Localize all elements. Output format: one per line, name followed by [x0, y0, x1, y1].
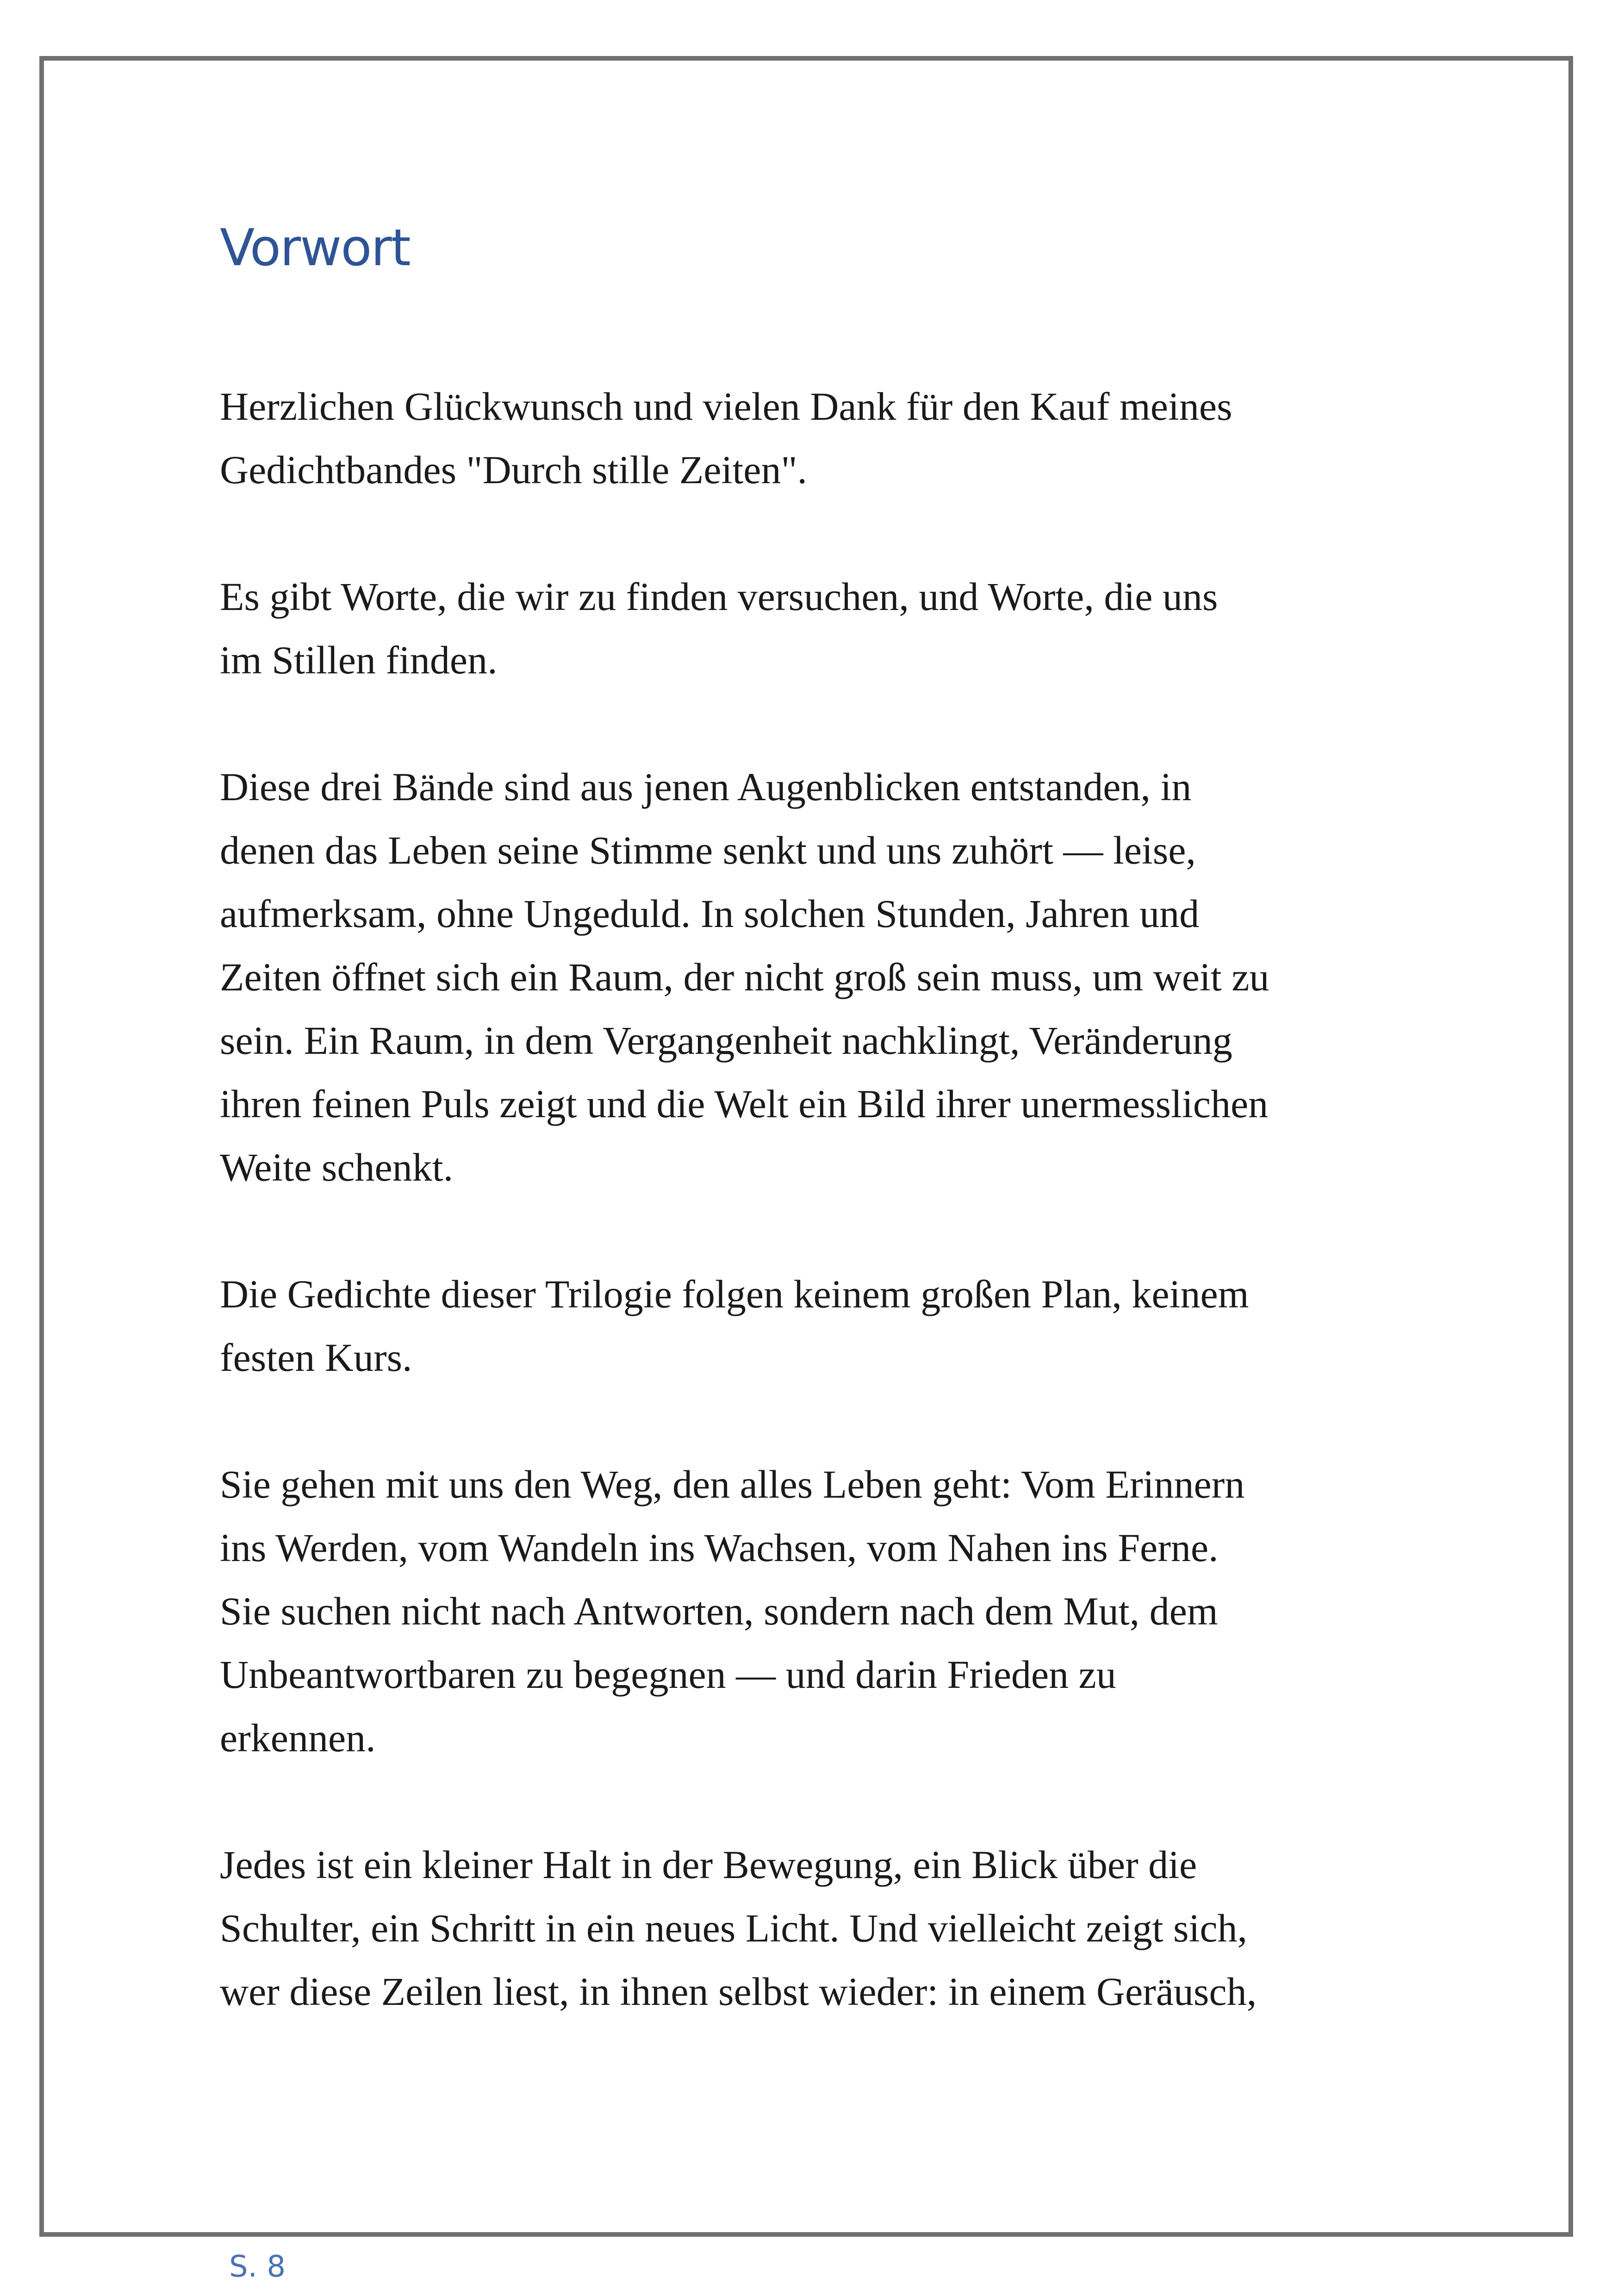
text-line: Sie gehen mit uns den Weg, den alles Leben geht: Vom Erinnern: [220, 1462, 1245, 1506]
text-line: aufmerksam, ohne Ungeduld. In solchen Stunden, Jahren und: [220, 891, 1200, 936]
text-line: wer diese Zeilen liest, in ihnen selbst wieder: in einem Geräusch,: [220, 1969, 1257, 2014]
text-line: sein. Ein Raum, in dem Vergangenheit nachklingt, Veränderung: [220, 1018, 1232, 1063]
paragraph-6: [220, 1833, 1358, 2023]
text-line: Zeiten öffnet sich ein Raum, der nicht groß sein muss, um weit zu: [220, 955, 1270, 999]
text-line: ihren feinen Puls zeigt und die Welt ein Bild ihrer unermesslichen: [220, 1082, 1269, 1126]
paragraph-4: [220, 1263, 1358, 1389]
text-line: Schulter, ein Schritt in ein neues Licht. Und vielleicht zeigt sich,: [220, 1906, 1248, 1950]
text-line: denen das Leben seine Stimme senkt und uns zuhört — leise,: [220, 828, 1196, 872]
text-line: Diese drei Bände sind aus jenen Augenblicken entstanden, in: [220, 765, 1192, 809]
text-line: Gedichtbandes "Durch stille Zeiten".: [220, 448, 808, 492]
text-line: Die Gedichte dieser Trilogie folgen keinem großen Plan, keinem: [220, 1272, 1249, 1316]
text-line: Weite schenkt.: [220, 1145, 454, 1189]
text-line: Unbeantwortbaren zu begegnen — und darin Frieden zu: [220, 1652, 1116, 1697]
text-line: im Stillen finden.: [220, 638, 498, 682]
text-line: Jedes ist ein kleiner Halt in der Bewegung, ein Blick über die: [220, 1842, 1197, 1887]
paragraph-3: [220, 755, 1358, 1199]
text-line: festen Kurs.: [220, 1335, 412, 1380]
page-number: S. 8: [229, 2250, 286, 2284]
text-line: Sie suchen nicht nach Antworten, sondern nach dem Mut, dem: [220, 1589, 1218, 1633]
paragraph-2: [220, 565, 1358, 692]
page-title: Vorwort: [220, 218, 410, 277]
text-line: ins Werden, vom Wandeln ins Wachsen, vom Nahen ins Ferne.: [220, 1525, 1219, 1570]
paragraph-1: [220, 375, 1358, 502]
text-line: Es gibt Worte, die wir zu finden versuchen, und Worte, die uns: [220, 574, 1218, 619]
text-line: erkennen.: [220, 1716, 376, 1760]
preface-text: [220, 375, 1358, 2023]
paragraph-5: [220, 1453, 1358, 1770]
text-line: Herzlichen Glückwunsch und vielen Dank für den Kauf meines: [220, 384, 1232, 429]
document-body: [220, 218, 1358, 2087]
